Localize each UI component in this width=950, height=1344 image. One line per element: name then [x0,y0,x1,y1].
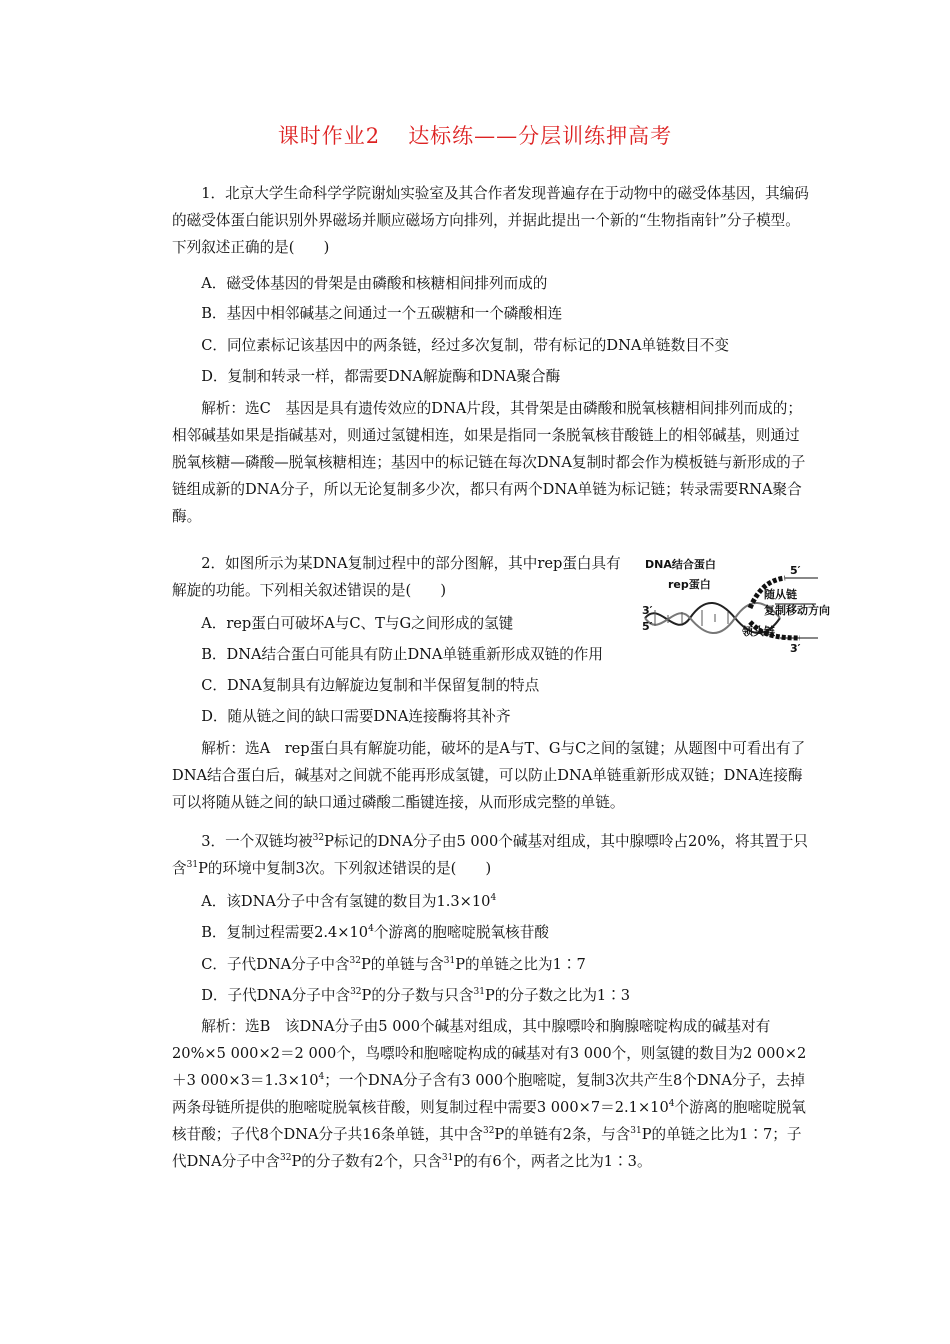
q2-analysis: 解析：选A rep蛋白具有解旋功能，破坏的是A与T、G与C之间的氢键；从题图中可看出有了DNA结合蛋白后，碱基对之间就不能再形成氢键，可以防止DNA单链重新形成双链；DNA连接酶可以将随从链之间的缺口通过磷酸二酯键连接，从而形成完整的单链。 [172,740,806,811]
q3-option-b: B．复制过程需要$2.4\times 10^4$个游离的胞嘧啶脱氧核苷酸 [201,924,549,941]
q1-option-c: C．同位素标记该基因中的两条链，经过多次复制，带有标记的DNA单链数目不变 [201,337,729,354]
q1-option-b: B．基因中相邻碱基之间通过一个五碳糖和一个磷酸相连 [201,305,563,322]
label-3prime-left: 3′ [642,604,653,617]
label-binding-protein: DNA结合蛋白 [645,558,716,571]
label-direction: 复制移动方向 [764,604,830,617]
q2-option-b: B．DNA结合蛋白可能具有防止DNA单链重新形成双链的作用 [201,646,603,663]
q1-option-a: A．磁受体基因的骨架是由磷酸和核糖相间排列而成的 [201,275,548,292]
q2-option-a: A．rep蛋白可破坏A与C、T与G之间形成的氢键 [201,615,514,632]
q3-option-a: A．该DNA分子中含有氢键的数目为$1.3\times 10^4$ [201,893,497,910]
title-right: 达标练——分层训练押高考 [408,124,673,148]
q3-analysis: 解析：选B 该DNA分子由5 000个碱基对组成，其中腺嘌呤和胸腺嘧啶构成的碱基对有20%×5 000×2＝2 000个，鸟嘌呤和胞嘧啶构成的碱基对有3 000个，则氢键的数目为2 000×2＋3 $000\times 3=1.3\times 10^4$；一个DNA分子含有3 000个胞嘧啶，复制3次共产生8个DNA分子，去掉两条母链所提供的胞嘧啶脱氧核苷酸，则复制过程中需要3 $000\times 7=2.1\times 10^4$个游离的胞嘧啶脱氧核苷酸；子代8个DNA分子共16条单链，其中含$^{32}$P的单链有2条，与含$^{31}$P的单链之比为1∶7；子代DNA分子中含$^{32}$P的分子数有2个，只含$^{31}$P的有6个，两者之比为1∶3。 [172,1018,807,1170]
q2-option-c: C．DNA复制具有边解旋边复制和半保留复制的特点 [201,677,540,694]
q1-stem: 1．北京大学生命科学学院谢灿实验室及其合作者发现普遍存在于动物中的磁受体基因，其编码的磁受体蛋白能识别外界磁场并顺应磁场方向排列，并据此提出一个新的“生物指南针”分子模型。下列叙述正确的是( ) [172,185,809,256]
q3-stem: 3．一个双链均被$^{32}$P标记的DNA分子由5 000个碱基对组成，其中腺嘌呤占20%，将其置于只含$^{31}$P的环境中复制3次。下列叙述错误的是( ) [172,833,808,877]
page-title [0,120,950,150]
q2-stem: 2．如图所示为某DNA复制过程中的部分图解，其中rep蛋白具有解旋的功能。下列相关叙述错误的是( ) [172,555,621,599]
q3-option-c: C．子代DNA分子中含$^{32}$P的单链与含$^{31}$P的单链之比为1∶7 [201,956,586,973]
dna-replication-figure [640,558,830,660]
q2-option-d: D．随从链之间的缺口需要DNA连接酶将其补齐 [201,708,511,725]
q1-option-d: D．复制和转录一样，都需要DNA解旋酶和DNA聚合酶 [201,368,561,385]
label-leading: 领头链 [742,625,775,638]
q3-option-d: D．子代DNA分子中含$^{32}$P的分子数与只含$^{31}$P的分子数之比为1∶3 [201,987,631,1004]
title-left: 课时作业2 [277,124,381,148]
q1-analysis: 解析：选C 基因是具有遗传效应的DNA片段，其骨架是由磷酸和脱氧核糖相间排列而成的；相邻碱基如果是指碱基对，则通过氢键相连，如果是指同一条脱氧核苷酸链上的相邻碱基，则通过脱氧核糖—磷酸—脱氧核糖相连；基因中的标记链在每次DNA复制时都会作为模板链与新形成的子链组成新的DNA分子，所以无论复制多少次，都只有两个DNA单链为标记链；转录需要RNA聚合酶。 [172,400,806,525]
label-5prime-left: 5′ [642,620,653,633]
label-rep: rep蛋白 [668,578,711,591]
label-lagging: 随从链 [764,588,797,601]
label-3prime-bottom: 3′ [790,642,801,655]
label-5prime-top: 5′ [790,564,801,577]
